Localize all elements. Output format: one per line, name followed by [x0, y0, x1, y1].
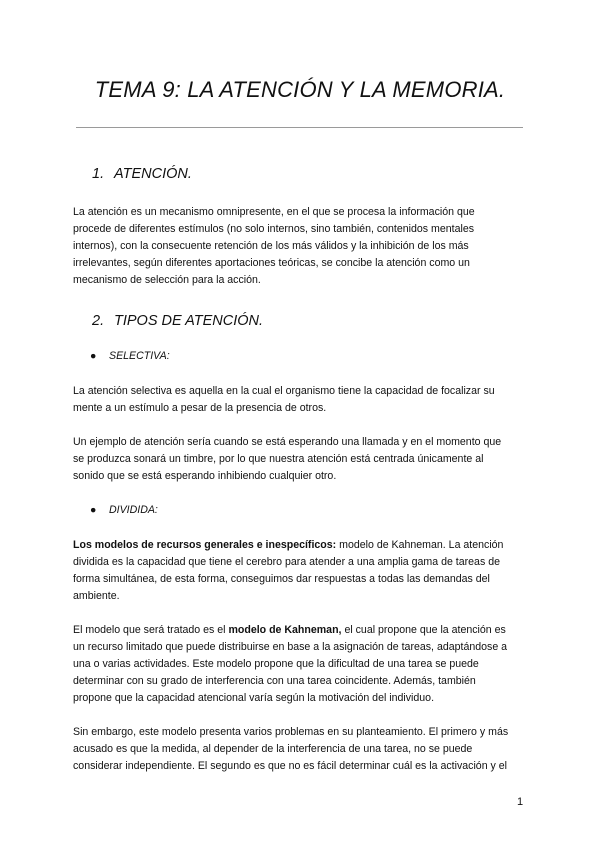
page-number: 1 [517, 796, 524, 808]
title-divider [76, 127, 523, 128]
text-line: considerar independiente. El segundo es que no es fácil determinar cuál es la activación y el [73, 760, 508, 772]
paragraph-selectiva-definition [73, 383, 528, 417]
bullet-selectiva [90, 350, 170, 362]
text-line: dividida es la capacidad que tiene el cerebro para atender a una amplia gama de tareas de [73, 556, 500, 568]
paragraph-selectiva-example [73, 434, 528, 485]
text-line: mente a un estímulo a pesar de la presencia de otros. [73, 402, 327, 414]
text-line: se produzca sonará un timbre, por lo que nuestra atención está centrada únicamente al [73, 453, 484, 465]
bold-term: modelo de Kahneman, [228, 624, 342, 636]
text-line: acusado es que la medida, al depender de la interferencia de una tarea, no se puede [73, 743, 473, 755]
bullet-dividida [90, 504, 158, 516]
text-line: un recurso limitado que puede distribuirse en base a la asignación de tareas, adaptándose a [73, 641, 508, 653]
text-line: sonido que se está esperando inhibiendo cualquier otro. [73, 470, 337, 482]
text-line [73, 537, 528, 554]
text-run: El modelo que será tratado es el [73, 624, 229, 636]
paragraph-modelos-recursos [73, 537, 528, 605]
text-run: el cual propone que la atención es [341, 624, 506, 636]
text-line: forma simultánea, de esta forma, conseguimos dar respuestas a todas las demandas del [73, 573, 490, 585]
section-number: 2. [92, 313, 105, 329]
text-line: Sin embargo, este modelo presenta varios problemas en su planteamiento. El primero y más [73, 726, 509, 738]
text-line: ambiente. [73, 590, 120, 602]
bullet-marker: ● [90, 350, 97, 362]
section-heading-atencion [92, 166, 192, 182]
page-title: TEMA 9: LA ATENCIÓN Y LA MEMORIA. [94, 77, 506, 102]
bold-lead: Los modelos de recursos generales e inespecíficos: [73, 539, 337, 551]
text-line: La atención selectiva es aquella en la cual el organismo tiene la capacidad de focalizar su [73, 385, 495, 397]
section-heading-tipos [92, 313, 263, 329]
paragraph-atencion-definition [73, 204, 528, 289]
text-line: una o varias actividades. Este modelo propone que la dificultad de una tarea se puede [73, 658, 479, 670]
text-line: irrelevantes, según diferentes aportaciones teóricas, se concibe la atención como un [73, 257, 470, 269]
bullet-marker: ● [90, 504, 97, 516]
section-title: ATENCIÓN. [114, 166, 192, 182]
section-number: 1. [92, 166, 105, 182]
text-line: La atención es un mecanismo omnipresente, en el que se procesa la información que [73, 206, 475, 218]
text-line: procede de diferentes estímulos (no solo internos, sino también, contenidos mentales [73, 223, 475, 235]
bullet-label: SELECTIVA: [109, 350, 170, 362]
bullet-label: DIVIDIDA: [109, 504, 158, 516]
paragraph-modelo-kahneman [73, 622, 528, 707]
text-line: propone que la capacidad atencional varía según la motivación del individuo. [73, 692, 435, 704]
text-run: modelo de Kahneman. La atención [336, 539, 504, 551]
text-line: mecanismo de selección para la acción. [73, 274, 261, 286]
text-line: determinar con su grado de interferencia con una tarea coincidente. Además, también [73, 675, 476, 687]
section-title: TIPOS DE ATENCIÓN. [114, 313, 264, 329]
text-line: Un ejemplo de atención sería cuando se está esperando una llamada y en el momento que [73, 436, 502, 448]
text-line: internos), con la consecuente retención de los más válidos y la inhibición de los más [73, 240, 469, 252]
text-line [73, 622, 528, 639]
paragraph-problemas-modelo [73, 724, 528, 775]
